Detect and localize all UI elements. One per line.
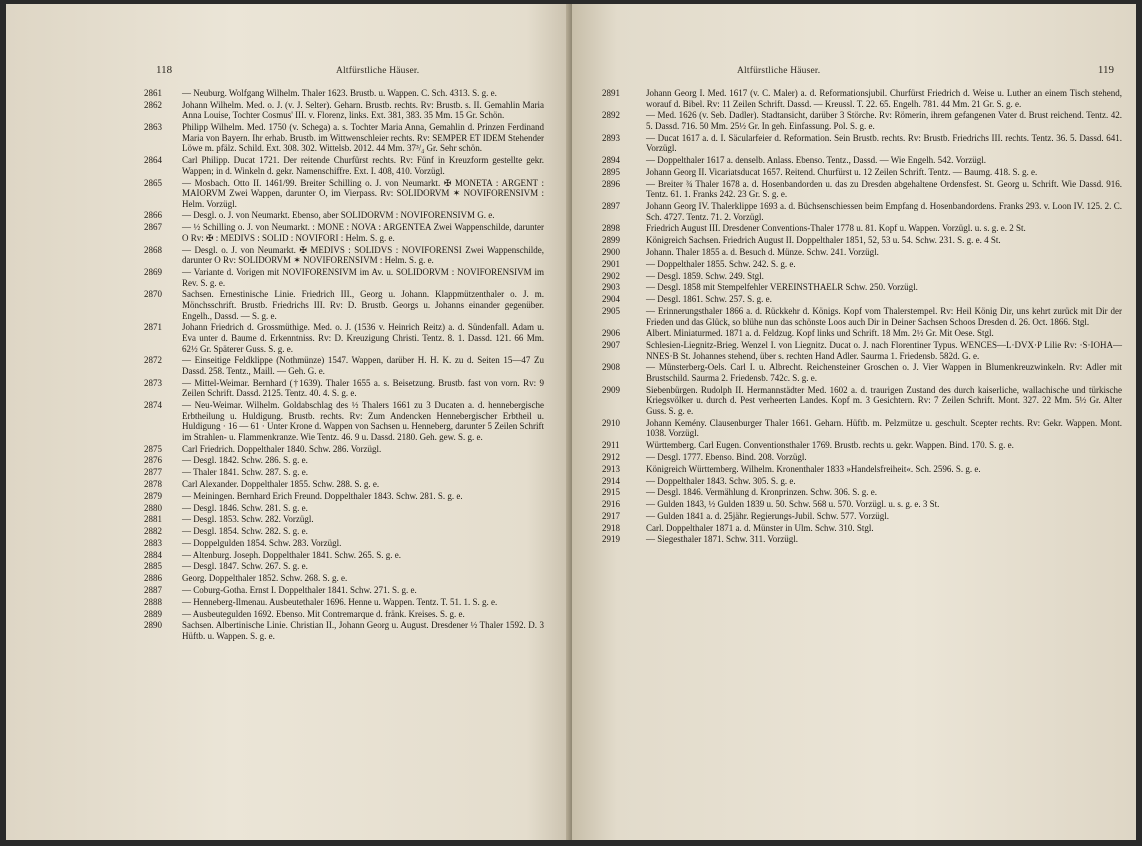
entry-text: — Desgl. 1846. Vermählung d. Kronprinzen. Schw. 306. S. g. e. bbox=[646, 487, 877, 498]
entry-number: 2903 bbox=[602, 282, 620, 293]
entry-text: — Mosbach. Otto II. 1461/99. Breiter Schilling o. J. von Neumarkt. ✠ MONETA : ARGENT : MAIORVM Zwei Wappen, darunter O, im Vierpass. Rv: SOLIDORVM ✶ NOVIFORENSIVM : Helm. Vorzügl. bbox=[182, 177, 544, 209]
entry-number: 2871 bbox=[144, 322, 162, 333]
entry-text: Königreich Württemberg. Wilhelm. Kronenthaler 1833 »Handelsfreiheit«. Sch. 2596. S. g. e. bbox=[646, 463, 981, 474]
entry-number: 2879 bbox=[144, 490, 162, 501]
catalog-entry bbox=[144, 455, 544, 466]
entry-text: Carl Friedrich. Doppelthaler 1840. Schw. 286. Vorzügl. bbox=[182, 443, 382, 454]
catalog-entry bbox=[144, 514, 544, 525]
catalog-entry bbox=[602, 328, 1122, 339]
catalog-entry bbox=[602, 384, 1122, 417]
entry-number: 2904 bbox=[602, 294, 620, 305]
catalog-entry bbox=[602, 440, 1122, 451]
entry-text: Schlesien-Liegnitz-Brieg. Wenzel I. von Liegnitz. Ducat o. J. nach Florentiner Typus. WENCES—L·DVX·P Lilie Rv: ·S·IOHA—NNES·B St. Johannes stehend, über s. rechten Hand Adler. Saurma 1. Friedensb. 582d. G. e. bbox=[646, 340, 1122, 361]
catalog-entry bbox=[144, 289, 544, 321]
entry-number: 2869 bbox=[144, 267, 162, 277]
left-page bbox=[6, 4, 572, 840]
entry-text: — Desgl. 1777. Ebenso. Bind. 208. Vorzügl. bbox=[646, 451, 807, 462]
entry-number: 2896 bbox=[602, 178, 620, 189]
entry-number: 2878 bbox=[144, 478, 162, 489]
catalog-entry bbox=[144, 526, 544, 537]
entry-number: 2892 bbox=[602, 110, 620, 121]
catalog-entry bbox=[144, 620, 544, 641]
catalog-entry bbox=[602, 132, 1122, 154]
entry-text: Württemberg. Carl Eugen. Conventionsthaler 1769. Brustb. rechts u. gekr. Wappen. Bind. 170. S. g. e. bbox=[646, 440, 1014, 451]
entry-text: — ½ Schilling o. J. von Neumarkt. : MONE : NOVA : ARGENTEA Zwei Wappenschilde, darunter O Rv: ✠ : MEDIVS : SOLID : NOVIFORI : Helm. S. g. e. bbox=[182, 222, 544, 243]
catalog-entry bbox=[602, 417, 1122, 439]
entry-number: 2891 bbox=[602, 88, 620, 98]
catalog-entry bbox=[144, 561, 544, 572]
entry-text: — Coburg-Gotha. Ernst I. Doppelthaler 1841. Schw. 271. S. g. e. bbox=[182, 585, 417, 595]
entry-list-right bbox=[602, 88, 1122, 545]
entry-text: Friedrich August III. Dresdener Conventions-Thaler 1778 u. 81. Kopf u. Wappen. Vorzügl. u. s. g. e. 2 St. bbox=[646, 223, 1026, 234]
entry-text: Siebenbürgen. Rudolph II. Hermannstädter Med. 1602 a. d. traurigen Zustand des durch kaiserliche, wallachische und türkische Kriegsvölker u. durch d. Pest verheerten Landes. Kopf m. 3 Gesichtern. Rv: 7 Zeilen Schrift. Mont. 327. 22 Mm. 5½ Gr. Alter Guss. S. g. e. bbox=[646, 384, 1122, 416]
entry-text: Johann Georg IV. Thalerklippe 1693 a. d. Büchsenschiessen beim Empfang d. Hosenbandordens. Franks 293. v. Loon IV. 125. 2. C. Sch. 4727. Tentz. 71. 2. Vorzügl. bbox=[646, 201, 1122, 222]
entry-number: 2919 bbox=[602, 534, 620, 545]
entry-text: — Gulden 1843, ½ Gulden 1839 u. 50. Schw. 568 u. 570. Vorzügl. u. s. g. e. 3 St. bbox=[646, 499, 940, 510]
catalog-entry bbox=[602, 534, 1122, 545]
entry-text: Philipp Wilhelm. Med. 1750 (v. Schega) a. s. Tochter Maria Anna, Gemahlin d. Prinzen Ferdinand Maria von Bayern. Ihr erhab. Brustb. im Wittwenschleier rechts. Rv: SEMPER ET IDEM Stehender Löwe m. pfälz. Schild. Ext. 308. 302. Wittelsb. 2012. 44 Mm. 37³/₄ Gr. Sehr schön. bbox=[182, 122, 544, 154]
entry-number: 2865 bbox=[144, 177, 162, 188]
entry-number: 2883 bbox=[144, 537, 162, 548]
entry-number: 2873 bbox=[144, 377, 162, 388]
catalog-entry bbox=[144, 478, 544, 490]
entry-text: — Desgl. 1842. Schw. 286. S. g. e. bbox=[182, 455, 308, 466]
catalog-entry bbox=[602, 258, 1122, 270]
entry-text: — Siegesthaler 1871. Schw. 311. Vorzügl. bbox=[646, 534, 798, 545]
entry-text: Carl Alexander. Doppelthaler 1855. Schw. 288. S. g. e. bbox=[182, 478, 380, 489]
entry-text: — Doppelthaler 1855. Schw. 242. S. g. e. bbox=[646, 258, 796, 269]
catalog-entry bbox=[144, 596, 544, 608]
entry-number: 2917 bbox=[602, 510, 620, 521]
entry-number: 2901 bbox=[602, 258, 620, 269]
catalog-entry bbox=[602, 88, 1122, 109]
catalog-entry bbox=[602, 510, 1122, 522]
catalog-entry bbox=[144, 177, 544, 210]
entry-list-left bbox=[144, 88, 544, 642]
entry-number: 2886 bbox=[144, 573, 162, 584]
catalog-entry bbox=[144, 490, 544, 502]
catalog-entry bbox=[144, 585, 544, 596]
entry-number: 2910 bbox=[602, 417, 620, 428]
entry-number: 2863 bbox=[144, 122, 162, 133]
entry-text: Johann Friedrich d. Grossmüthige. Med. o. J. (1536 v. Heinrich Reitz) a. d. Sündenfall. Adam u. Eva unter d. Baume d. Erkenntniss. Rv: D. Kreuzigung Christi. Tentz. 8. 1. Dassd. 121. 66 Mm. 62½ Gr. Späterer Guss. S. g. e. bbox=[182, 322, 544, 354]
catalog-entry bbox=[602, 201, 1122, 222]
entry-number: 2889 bbox=[144, 608, 162, 619]
entry-text: — Desgl. 1847. Schw. 267. S. g. e. bbox=[182, 561, 308, 572]
catalog-entry bbox=[602, 487, 1122, 498]
catalog-entry bbox=[144, 99, 544, 121]
entry-number: 2902 bbox=[602, 270, 620, 281]
entry-number: 2884 bbox=[144, 549, 162, 560]
entry-text: — Desgl. o. J. von Neumarkt. Ebenso, aber SOLIDORVM : NOVIFORENSIVM G. e. bbox=[182, 210, 495, 221]
entry-number: 2875 bbox=[144, 443, 162, 454]
entry-text: — Meiningen. Bernhard Erich Freund. Doppelthaler 1843. Schw. 281. S. g. e. bbox=[182, 490, 463, 501]
catalog-entry bbox=[144, 467, 544, 478]
catalog-entry bbox=[144, 322, 544, 354]
catalog-entry bbox=[144, 222, 544, 243]
entry-text: — Henneberg-Ilmenau. Ausbeutethaler 1696. Henne u. Wappen. Tentz. T. 51. 1. S. g. e. bbox=[182, 596, 498, 607]
entry-number: 2899 bbox=[602, 235, 620, 246]
entry-text: — Neuburg. Wolfgang Wilhelm. Thaler 1623. Brustb. u. Wappen. C. Sch. 4313. S. g. e. bbox=[182, 88, 497, 98]
entry-number: 2905 bbox=[602, 305, 620, 316]
entry-number: 2874 bbox=[144, 400, 162, 411]
entry-number: 2913 bbox=[602, 463, 620, 474]
entry-number: 2898 bbox=[602, 223, 620, 234]
entry-number: 2867 bbox=[144, 222, 162, 233]
entry-text: Johann Georg I. Med. 1617 (v. C. Maler) a. d. Reformationsjubil. Churfürst Friedrich d. Weise u. Luther an einem Tisch stehend, worauf d. Bibel. Rv: 11 Zeilen Schrift. Dassd. — Kreussl. T. 22. 65. Engelh. 781. 44 Mm. 21 Gr. S. g. e. bbox=[646, 88, 1122, 109]
catalog-entry bbox=[602, 294, 1122, 305]
catalog-entry bbox=[602, 166, 1122, 178]
entry-number: 2918 bbox=[602, 522, 620, 533]
catalog-entry bbox=[144, 502, 544, 514]
catalog-entry bbox=[602, 340, 1122, 361]
page-number-right: 119 bbox=[1097, 64, 1114, 76]
entry-number: 2882 bbox=[144, 526, 162, 537]
catalog-entry bbox=[144, 88, 544, 99]
entry-text: — Münsterberg-Oels. Carl I. u. Albrecht. Reichensteiner Groschen o. J. Vier Wappen in Blumenkreuzwinkeln. Rv: Adler mit Brustschild. Saurma 2. Friedensb. 742c. S. g. e. bbox=[646, 362, 1122, 384]
entry-number: 2885 bbox=[144, 561, 162, 572]
entry-text: — Desgl. o. J. von Neumarkt. ✠ MEDIVS : SOLIDVS : NOVIFORENSI Zwei Wappenschilde, darunter O Rv: SOLIDORVM ✶ NOVIFORENSIVM : Helm. S. g. e. bbox=[182, 244, 544, 266]
entry-text: — Variante d. Vorigen mit NOVIFORENSIVM im Av. u. SOLIDORVM : NOVIFORENSIVM im Rev. S. g. e. bbox=[182, 267, 544, 288]
entry-text: Sachsen. Ernestinische Linie. Friedrich III., Georg u. Johann. Klappmützenthaler o. J. m. Mönchsschrift. Brustb. Friedrichs III. Rv: D. Brustb. Georgs u. Johanns einander gegenüber. Engelh., Dassd. — S. g. e. bbox=[182, 289, 544, 321]
entry-number: 2895 bbox=[602, 166, 620, 177]
entry-number: 2876 bbox=[144, 455, 162, 466]
entry-text: — Erinnerungsthaler 1866 a. d. Rückkehr d. Königs. Kopf vom Thalerstempel. Rv: Heil König Dir, uns kehrt zurück mit Dir der Frieden und das Glück, so blühe nun das schönste Loos auch Dir in Deiner Sachsen Schoos Dresden d. 26. Oct. 1866. Stgl. bbox=[646, 305, 1122, 327]
catalog-entry bbox=[144, 573, 544, 584]
entry-text: Königreich Sachsen. Friedrich August II. Doppelthaler 1851, 52, 53 u. 54. Schw. 231. S. g. e. 4 St. bbox=[646, 235, 1001, 246]
entry-number: 2915 bbox=[602, 487, 620, 498]
entry-number: 2909 bbox=[602, 384, 620, 395]
entry-text: — Breiter ¾ Thaler 1678 a. d. Hosenbandorden u. das zu Dresden abgehaltene Ordensfest. St. Georg u. Schrift. Wie Dassd. 916. Tentz. 61. 1. Franks 242. 23 Gr. S. g. e. bbox=[646, 178, 1122, 200]
catalog-entry bbox=[144, 377, 544, 399]
entry-text: Johann Georg II. Vicariatsducat 1657. Reitend. Churfürst u. 12 Zeilen Schrift. Tentz. — Baumg. 418. S. g. e. bbox=[646, 166, 1038, 177]
entry-number: 2908 bbox=[602, 362, 620, 373]
catalog-entry bbox=[144, 443, 544, 455]
entry-number: 2861 bbox=[144, 88, 162, 98]
catalog-entry bbox=[602, 155, 1122, 166]
entry-text: Johann Kemény. Clausenburger Thaler 1661. Geharn. Hüftb. m. Pelzmütze u. geschult. Scepter rechts. Rv: Gekr. Wappen. Mont. 1038. Vorzügl. bbox=[646, 417, 1122, 439]
entry-text: — Desgl. 1854. Schw. 282. S. g. e. bbox=[182, 526, 308, 537]
entry-number: 2894 bbox=[602, 155, 620, 166]
entry-text: — Ausbeutegulden 1692. Ebenso. Mit Contremarque d. fränk. Kreises. S. g. e. bbox=[182, 608, 465, 619]
open-book bbox=[6, 4, 1136, 840]
entry-text: — Doppelgulden 1854. Schw. 283. Vorzügl. bbox=[182, 537, 342, 548]
entry-text: — Neu-Weimar. Wilhelm. Goldabschlag des ½ Thalers 1661 zu 3 Ducaten a. d. hennebergische Erbtheilung u. Huldigung. Brustb. rechts. Rv: Zum Andencken Hennebergischer Erbtheil u. Huldigung · 16 — 61 · Unter Krone d. Wappen von Sachsen u. Henneberg, darunter 5 Zeilen Schrift im Strahlen- u. Flammenkranze. Wie Tentz. 46. 9 u. Dassd. 2180. Geh. gew. S. g. e. bbox=[182, 400, 544, 442]
running-head-left: Altfürstliche Häuser. bbox=[336, 66, 420, 76]
entry-number: 2907 bbox=[602, 340, 620, 351]
entry-number: 2900 bbox=[602, 247, 620, 257]
catalog-entry bbox=[144, 155, 544, 176]
entry-number: 2862 bbox=[144, 99, 162, 110]
entry-number: 2914 bbox=[602, 475, 620, 486]
entry-text: — Desgl. 1846. Schw. 281. S. g. e. bbox=[182, 502, 308, 513]
entry-text: Carl. Doppelthaler 1871 a. d. Münster in Ulm. Schw. 310. Stgl. bbox=[646, 522, 874, 533]
catalog-entry bbox=[602, 223, 1122, 234]
catalog-entry bbox=[144, 210, 544, 221]
entry-text: — Desgl. 1853. Schw. 282. Vorzügl. bbox=[182, 514, 314, 525]
entry-number: 2888 bbox=[144, 596, 162, 607]
entry-text: — Doppelthaler 1843. Schw. 305. S. g. e. bbox=[646, 475, 796, 486]
entry-number: 2906 bbox=[602, 328, 620, 339]
entry-text: — Mittel-Weimar. Bernhard (†1639). Thaler 1655 a. s. Beisetzung. Brustb. fast von vorn. Rv: 9 Zeilen Schrift. Dassd. 2125. Tentz. 40. 4. S. g. e. bbox=[182, 377, 544, 399]
catalog-entry bbox=[602, 362, 1122, 384]
right-page bbox=[572, 4, 1136, 840]
catalog-entry bbox=[144, 549, 544, 561]
entry-number: 2916 bbox=[602, 499, 620, 510]
entry-text: — Desgl. 1858 mit Stempelfehler VEREINSTHAELR Schw. 250. Vorzügl. bbox=[646, 282, 918, 293]
entry-number: 2880 bbox=[144, 502, 162, 513]
entry-number: 2881 bbox=[144, 514, 162, 525]
entry-number: 2866 bbox=[144, 210, 162, 221]
entry-text: Albert. Miniaturmed. 1871 a. d. Feldzug. Kopf links und Schrift. 18 Mm. 2½ Gr. Mit Oese. Stgl. bbox=[646, 328, 994, 339]
entry-number: 2864 bbox=[144, 155, 162, 166]
entry-text: Georg. Doppelthaler 1852. Schw. 268. S. g. e. bbox=[182, 573, 348, 584]
page-number-left: 118 bbox=[156, 64, 173, 76]
entry-text: — Altenburg. Joseph. Doppelthaler 1841. Schw. 265. S. g. e. bbox=[182, 549, 401, 560]
entry-number: 2868 bbox=[144, 244, 162, 255]
catalog-entry bbox=[602, 305, 1122, 327]
catalog-entry bbox=[602, 475, 1122, 487]
catalog-entry bbox=[602, 247, 1122, 258]
catalog-entry bbox=[602, 110, 1122, 131]
entry-text: — Desgl. 1861. Schw. 257. S. g. e. bbox=[646, 294, 772, 305]
catalog-entry bbox=[144, 608, 544, 620]
entry-text: Carl Philipp. Ducat 1721. Der reitende Churfürst rechts. Rv: Fünf in Kreuzform gestellte gekr. Wappen; in d. Winkeln d. gekr. Namenschiffre. Ext. I. 408, 410. Vorzügl. bbox=[182, 155, 544, 176]
catalog-entry bbox=[602, 463, 1122, 475]
catalog-entry bbox=[144, 355, 544, 376]
catalog-entry bbox=[144, 537, 544, 549]
entry-text: — Doppelthaler 1617 a. denselb. Anlass. Ebenso. Tentz., Dassd. — Wie Engelh. 542. Vorzügl. bbox=[646, 155, 987, 166]
catalog-entry bbox=[602, 499, 1122, 510]
entry-number: 2887 bbox=[144, 585, 162, 595]
catalog-entry bbox=[602, 235, 1122, 246]
catalog-entry bbox=[144, 400, 544, 442]
catalog-entry bbox=[144, 122, 544, 154]
entry-number: 2897 bbox=[602, 201, 620, 212]
entry-text: — Thaler 1841. Schw. 287. S. g. e. bbox=[182, 467, 308, 478]
catalog-entry bbox=[602, 522, 1122, 534]
entry-text: — Med. 1626 (v. Seb. Dadler). Stadtansicht, darüber 3 Störche. Rv: Römerin, ihrem gefangenen Vater d. Brust reichend. Tentz. 42. 5. Dassd. 716. 50 Mm. 25½ Gr. In geh. Einfassung. Pol. S. g. e. bbox=[646, 110, 1122, 131]
entry-number: 2911 bbox=[602, 440, 620, 451]
entry-number: 2893 bbox=[602, 132, 620, 143]
entry-number: 2890 bbox=[144, 620, 162, 631]
entry-text: — Ducat 1617 a. d. I. Säcularfeier d. Reformation. Sein Brustb. rechts. Rv: Brustb. Friedrichs III. rechts. Tentz. 36. 5. Dassd. 641. Vorzügl. bbox=[646, 132, 1122, 154]
entry-number: 2872 bbox=[144, 355, 162, 366]
catalog-entry bbox=[144, 267, 544, 288]
catalog-entry bbox=[602, 282, 1122, 293]
entry-text: Johann. Thaler 1855 a. d. Besuch d. Münze. Schw. 241. Vorzügl. bbox=[646, 247, 879, 257]
entry-text: Sachsen. Albertinische Linie. Christian II., Johann Georg u. August. Dresdener ½ Thaler 1592. D. 3 Hüftb. u. Wappen. S. g. e. bbox=[182, 620, 544, 641]
entry-text: — Gulden 1841 a. d. 25jähr. Regierungs-Jubil. Schw. 577. Vorzügl. bbox=[646, 510, 890, 521]
entry-text: — Einseitige Feldklippe (Nothmünze) 1547. Wappen, darüber H. H. K. zu d. Seiten 15—47 Zu Dassd. 258. Tentz., Maill. — Geh. G. e. bbox=[182, 355, 544, 376]
entry-text: — Desgl. 1859. Schw. 249. Stgl. bbox=[646, 270, 764, 281]
catalog-entry bbox=[602, 451, 1122, 463]
catalog-entry bbox=[144, 244, 544, 266]
running-head-right: Altfürstliche Häuser. bbox=[737, 66, 821, 76]
entry-number: 2870 bbox=[144, 289, 162, 300]
entry-text: Johann Wilhelm. Med. o. J. (v. J. Selter). Geharn. Brustb. rechts. Rv: Brustb. s. II. Gemahlin Maria Anna Louise, Tochter Cosmus' III. v. Florenz, links. Ext. 381, 383. 35 Mm. 15 Gr. Schön. bbox=[182, 99, 544, 121]
catalog-entry bbox=[602, 270, 1122, 282]
catalog-entry bbox=[602, 178, 1122, 200]
entry-number: 2912 bbox=[602, 451, 620, 462]
entry-number: 2877 bbox=[144, 467, 162, 478]
